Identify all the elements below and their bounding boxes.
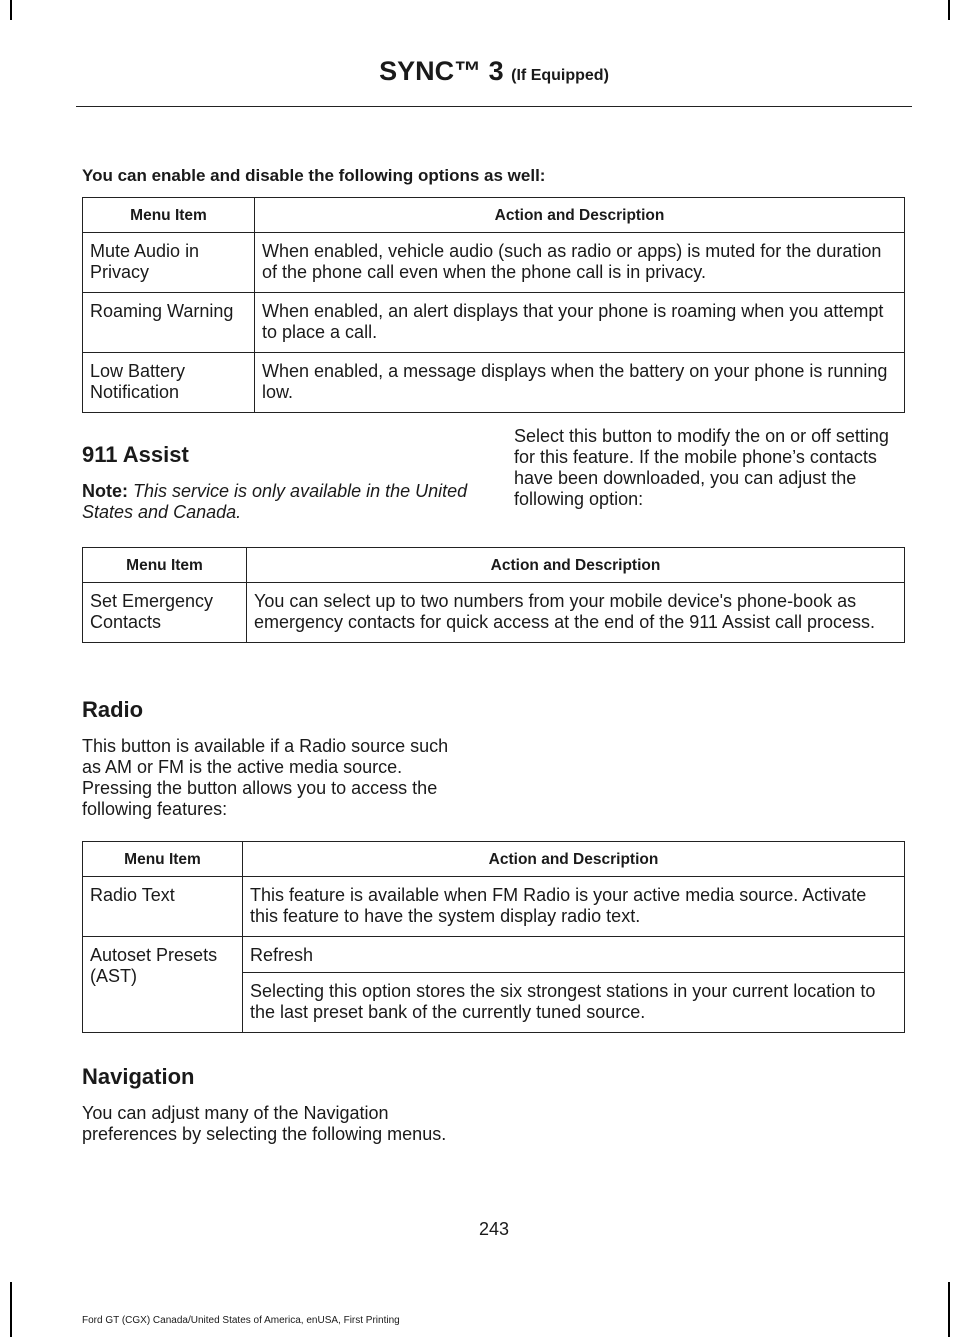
page-number: 243 bbox=[478, 1219, 510, 1239]
section-heading-911-assist: 911 Assist bbox=[82, 442, 189, 467]
menu-item-cell: Mute Audio in Privacy bbox=[83, 233, 255, 293]
note-text: This service is only available in the United States and Canada. bbox=[82, 481, 468, 522]
section-911-description: Select this button to modify the on or off setting for this feature. If the mobile phone’s contacts have been downloaded, you can adjust the following option: bbox=[514, 426, 889, 509]
menu-item-cell: Radio Text bbox=[83, 877, 243, 937]
description-cell: When enabled, an alert displays that your phone is roaming when you attempt to place a call. bbox=[255, 293, 905, 353]
menu-item-cell: Set Emergency Contacts bbox=[83, 583, 247, 643]
table-header-row bbox=[83, 548, 905, 583]
table-row bbox=[83, 353, 905, 413]
menu-item-cell: Autoset Presets (AST) bbox=[83, 937, 243, 1033]
description-cell: When enabled, a message displays when the battery on your phone is running low. bbox=[255, 353, 905, 413]
column-header-menu-item: Menu Item bbox=[83, 548, 247, 583]
description-cell: This feature is available when FM Radio is your active media source. Activate this feature to have the system display radio text. bbox=[243, 877, 905, 937]
table-row bbox=[83, 293, 905, 353]
column-header-action-description: Action and Description bbox=[247, 548, 905, 583]
table-row bbox=[83, 583, 905, 643]
column-header-menu-item: Menu Item bbox=[83, 198, 255, 233]
menu-item-cell: Roaming Warning bbox=[83, 293, 255, 353]
note-label: Note: bbox=[82, 481, 128, 501]
table-row bbox=[83, 233, 905, 293]
description-cell: You can select up to two numbers from your mobile device's phone-book as emergency contacts for quick access at the end of the 911 Assist call process. bbox=[247, 583, 905, 643]
crop-mark-bottom-left bbox=[10, 1282, 12, 1337]
section-heading-radio: Radio bbox=[82, 697, 144, 722]
table-row bbox=[83, 937, 905, 973]
options-table bbox=[82, 197, 905, 413]
table-header-row bbox=[83, 842, 905, 877]
crop-mark-bottom-right bbox=[948, 1282, 950, 1337]
note-911 bbox=[82, 481, 472, 523]
radio-description: This button is available if a Radio source such as AM or FM is the active media source. Pressing the button allows you to access the following features: bbox=[82, 736, 449, 819]
column-header-action-description: Action and Description bbox=[243, 842, 905, 877]
header-subtitle: (If Equipped) bbox=[511, 67, 609, 84]
crop-mark-top-right bbox=[948, 0, 950, 20]
crop-mark-top-left bbox=[10, 0, 12, 20]
menu-item-cell: Low Battery Notification bbox=[83, 353, 255, 413]
header-divider bbox=[76, 106, 912, 107]
table-header-row bbox=[83, 198, 905, 233]
navigation-description: You can adjust many of the Navigation preferences by selecting the following menus. bbox=[82, 1103, 447, 1144]
column-header-action-description: Action and Description bbox=[255, 198, 905, 233]
description-cell: Selecting this option stores the six strongest stations in your current location to the last preset bank of the currently tuned source. bbox=[243, 973, 905, 1033]
description-cell: When enabled, vehicle audio (such as radio or apps) is muted for the duration of the phone call even when the phone call is in privacy. bbox=[255, 233, 905, 293]
header-title: SYNC™ 3 bbox=[379, 56, 504, 86]
column-header-menu-item: Menu Item bbox=[83, 842, 243, 877]
page-header bbox=[76, 56, 912, 87]
footer-text: Ford GT (CGX) Canada/United States of America, enUSA, First Printing bbox=[82, 1315, 400, 1326]
table-row bbox=[83, 877, 905, 937]
radio-table bbox=[82, 841, 905, 1033]
intro-text: You can enable and disable the following options as well: bbox=[82, 166, 546, 185]
description-cell: Refresh bbox=[243, 937, 905, 973]
section-heading-navigation: Navigation bbox=[82, 1064, 195, 1089]
emergency-table bbox=[82, 547, 905, 643]
